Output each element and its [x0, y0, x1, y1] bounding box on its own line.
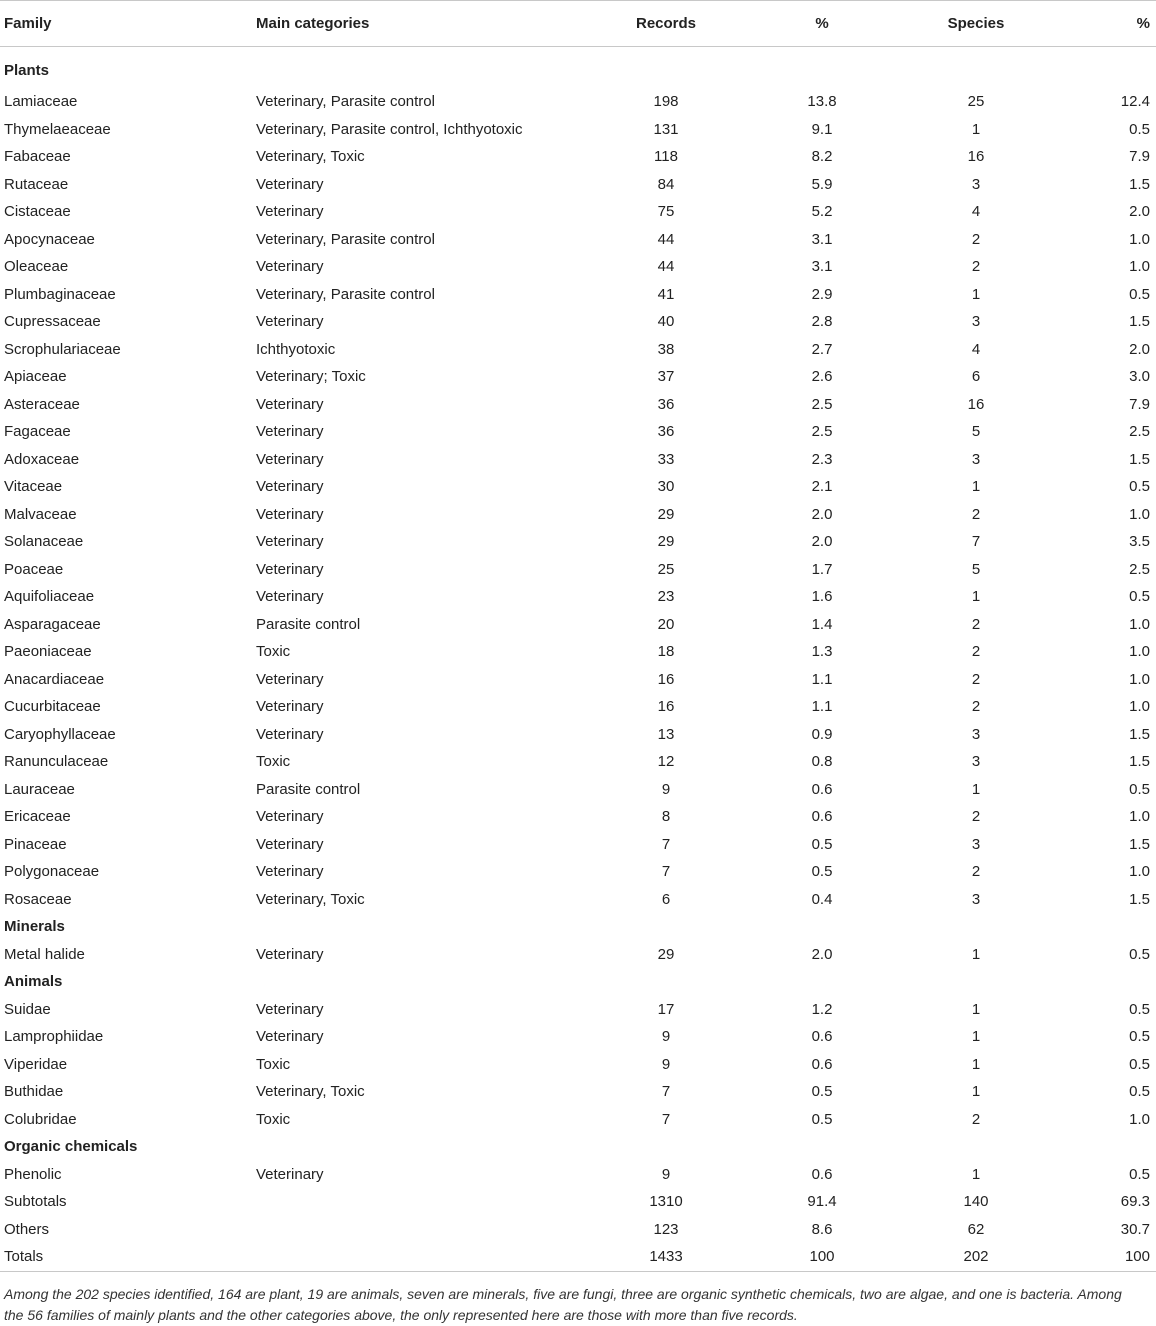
cell-family: Apocynaceae	[4, 230, 95, 248]
table-row	[0, 556, 1156, 584]
cell-main-categories: Veterinary	[256, 835, 324, 853]
cell-records-percent: 2.8	[811, 313, 833, 331]
cell-records: 9	[661, 1165, 671, 1183]
cell-records-percent: 1.7	[811, 560, 833, 578]
table-row	[0, 1243, 1156, 1271]
cell-family: Viperidae	[4, 1055, 68, 1073]
cell-family: Lamiaceae	[4, 93, 78, 111]
cell-species: 6	[971, 368, 981, 386]
cell-family: Cistaceae	[4, 203, 71, 221]
cell-species: 2	[971, 670, 981, 688]
cell-main-categories	[256, 1216, 546, 1244]
cell-records-percent: 91.4	[807, 1193, 837, 1211]
cell-family: Totals	[0, 1243, 256, 1271]
cell-main-categories: Veterinary, Parasite control	[256, 285, 435, 303]
cell-records-percent: 3.1	[811, 230, 833, 248]
cell-main-categories: Parasite control	[256, 780, 361, 798]
table-row	[0, 941, 1156, 969]
cell-records-percent: 2.3	[811, 450, 833, 468]
cell-family: Caryophyllaceae	[4, 725, 116, 743]
cell-species: 1	[971, 1083, 981, 1101]
cell-family: Paeoniaceae	[4, 643, 92, 661]
cell-records-percent: 1.1	[811, 670, 833, 688]
table-footnote: Among the 202 species identified, 164 are plant, 19 are animals, seven are minerals, five are fungi, three are organic synthetic chemicals, two are algae, and one is bacteria. Among the 56 families of mainly plants and the other categories above, the only represented here are those with more than five records.	[4, 1286, 1122, 1323]
cell-main-categories: Toxic	[256, 1110, 291, 1128]
cell-species: 1	[971, 945, 981, 963]
cell-family: Scrophulariaceae	[4, 340, 121, 358]
table-row	[0, 391, 1156, 419]
cell-species-percent: 1.0	[1129, 1110, 1150, 1128]
cell-species-percent: 30.7	[1120, 1220, 1150, 1238]
cell-main-categories: Veterinary, Toxic	[256, 148, 365, 166]
cell-main-categories: Veterinary	[256, 945, 324, 963]
cell-main-categories: Veterinary	[256, 505, 324, 523]
cell-species: 3	[971, 890, 981, 908]
cell-species-percent: 1.5	[1129, 450, 1150, 468]
cell-records-percent: 3.1	[811, 258, 833, 276]
cell-main-categories: Veterinary	[256, 395, 324, 413]
cell-species-percent: 1.0	[1129, 670, 1150, 688]
header-main-categories: Main categories	[256, 1, 546, 47]
cell-species: 1	[971, 1055, 981, 1073]
cell-species: 3	[971, 450, 981, 468]
cell-species-percent: 2.0	[1129, 340, 1150, 358]
header-records-percent: %	[786, 1, 858, 47]
cell-species-percent: 0.5	[1129, 1165, 1150, 1183]
table-row	[0, 1216, 1156, 1244]
cell-records: 16	[657, 698, 675, 716]
table-body	[0, 47, 1156, 1272]
cell-species: 2	[971, 258, 981, 276]
cell-records-percent: 0.5	[811, 863, 833, 881]
cell-family: Aquifoliaceae	[4, 588, 95, 606]
cell-species: 4	[971, 203, 981, 221]
cell-species: 3	[971, 313, 981, 331]
cell-main-categories: Veterinary	[256, 698, 324, 716]
table-row	[0, 473, 1156, 501]
cell-species: 2	[971, 505, 981, 523]
cell-main-categories: Veterinary	[256, 588, 324, 606]
cell-species-percent: 1.0	[1129, 505, 1150, 523]
cell-species: 3	[971, 835, 981, 853]
cell-species-percent: 0.5	[1129, 588, 1150, 606]
cell-species: 5	[971, 560, 981, 578]
cell-species: 1	[971, 285, 981, 303]
cell-records-percent: 0.6	[811, 1165, 833, 1183]
cell-records-percent: 0.6	[811, 1055, 833, 1073]
cell-records: 1310	[649, 1193, 683, 1211]
table-row	[0, 666, 1156, 694]
cell-main-categories: Veterinary	[256, 423, 324, 441]
cell-family: Subtotals	[4, 1193, 67, 1211]
cell-records: 38	[657, 340, 675, 358]
cell-family: Cupressaceae	[4, 313, 101, 331]
cell-family: Anacardiaceae	[4, 670, 105, 688]
cell-family: Polygonaceae	[4, 863, 100, 881]
table-row	[0, 253, 1156, 281]
cell-family: Adoxaceae	[4, 450, 80, 468]
header-species: Species	[858, 1, 1094, 47]
cell-family: Rosaceae	[4, 890, 72, 908]
cell-records: 75	[657, 203, 675, 221]
cell-records: 30	[657, 478, 675, 496]
cell-records: 7	[661, 863, 671, 881]
cell-records: 6	[661, 890, 671, 908]
table-row	[0, 143, 1156, 171]
cell-records: 13	[657, 725, 675, 743]
cell-species: 62	[967, 1220, 985, 1238]
cell-records: 9	[661, 1028, 671, 1046]
cell-family: Lamprophiidae	[4, 1028, 104, 1046]
cell-family: Buthidae	[4, 1083, 64, 1101]
cell-records: 8	[661, 808, 671, 826]
cell-species-percent: 0.5	[1129, 945, 1150, 963]
cell-main-categories: Toxic	[256, 753, 291, 771]
table-row	[0, 721, 1156, 749]
cell-records-percent: 0.5	[811, 1110, 833, 1128]
cell-family: Apiaceae	[4, 368, 67, 386]
table-row	[0, 886, 1156, 914]
cell-records: 40	[657, 313, 675, 331]
table-row	[0, 501, 1156, 529]
cell-species: 1	[971, 1165, 981, 1183]
cell-main-categories: Ichthyotoxic	[256, 340, 336, 358]
cell-species: 1	[971, 120, 981, 138]
cell-records-percent: 0.8	[811, 753, 833, 771]
cell-records-percent: 1.1	[811, 698, 833, 716]
cell-records: 29	[657, 945, 675, 963]
table-row	[0, 88, 1156, 116]
cell-main-categories: Veterinary	[256, 450, 324, 468]
cell-species: 202	[858, 1243, 1094, 1271]
table-row	[0, 583, 1156, 611]
header-species-percent: %	[1094, 1, 1156, 47]
cell-main-categories: Veterinary	[256, 725, 324, 743]
cell-family: Colubridae	[4, 1110, 77, 1128]
cell-records: 18	[657, 643, 675, 661]
cell-records-percent: 0.6	[811, 780, 833, 798]
table-row	[0, 171, 1156, 199]
cell-species: 2	[971, 808, 981, 826]
cell-records: 29	[657, 533, 675, 551]
section-heading: Organic chemicals	[4, 1138, 138, 1156]
cell-family: Cucurbitaceae	[4, 698, 101, 716]
cell-species: 25	[967, 93, 985, 111]
cell-species-percent: 7.9	[1129, 148, 1150, 166]
table-row	[0, 1023, 1156, 1051]
cell-records: 36	[657, 395, 675, 413]
cell-family: Vitaceae	[4, 478, 63, 496]
section-heading: Animals	[4, 973, 63, 991]
cell-species-percent: 1.0	[1129, 230, 1150, 248]
cell-species-percent: 1.5	[1129, 753, 1150, 771]
cell-species: 2	[971, 863, 981, 881]
cell-family: Fagaceae	[4, 423, 71, 441]
cell-species-percent: 1.0	[1129, 863, 1150, 881]
cell-family: Asteraceae	[4, 395, 80, 413]
table-row	[0, 363, 1156, 391]
cell-main-categories: Veterinary	[256, 808, 324, 826]
cell-species: 7	[971, 533, 981, 551]
cell-records-percent: 2.0	[811, 945, 833, 963]
table-row	[0, 198, 1156, 226]
cell-main-categories: Veterinary, Toxic	[256, 890, 365, 908]
cell-family: Oleaceae	[4, 258, 69, 276]
cell-records-percent: 9.1	[811, 120, 833, 138]
cell-records-percent: 5.9	[811, 175, 833, 193]
table-row	[0, 776, 1156, 804]
cell-species: 1	[971, 780, 981, 798]
header-records: Records	[546, 1, 786, 47]
cell-family: Rutaceae	[4, 175, 69, 193]
cell-records: 7	[661, 1083, 671, 1101]
cell-main-categories: Veterinary	[256, 258, 324, 276]
cell-main-categories: Veterinary, Toxic	[256, 1083, 365, 1101]
cell-records: 123	[653, 1220, 679, 1238]
cell-records-percent: 2.7	[811, 340, 833, 358]
table-row	[0, 638, 1156, 666]
cell-records: 1433	[546, 1243, 786, 1271]
cell-family: Metal halide	[4, 945, 85, 963]
cell-records: 198	[653, 93, 679, 111]
cell-records: 7	[661, 1110, 671, 1128]
table-row	[0, 803, 1156, 831]
cell-species: 16	[967, 395, 985, 413]
cell-records: 118	[654, 148, 678, 166]
cell-main-categories: Veterinary	[256, 533, 324, 551]
cell-records-percent: 1.3	[811, 643, 833, 661]
cell-records: 131	[653, 120, 679, 138]
cell-species-percent: 0.5	[1129, 478, 1150, 496]
cell-main-categories	[256, 1188, 546, 1216]
cell-records-percent: 2.0	[811, 533, 833, 551]
cell-species: 1	[971, 588, 981, 606]
cell-species: 2	[971, 230, 981, 248]
cell-family: Solanaceae	[4, 533, 84, 551]
cell-species: 140	[963, 1193, 989, 1211]
cell-records: 25	[657, 560, 675, 578]
cell-main-categories: Toxic	[256, 643, 291, 661]
table-row	[0, 831, 1156, 859]
table-row	[0, 1188, 1156, 1216]
cell-species: 2	[971, 1110, 981, 1128]
cell-species-percent: 1.5	[1129, 175, 1150, 193]
cell-species-percent: 1.0	[1129, 643, 1150, 661]
cell-main-categories: Veterinary	[256, 175, 324, 193]
cell-family: Poaceae	[4, 560, 64, 578]
cell-family: Malvaceae	[4, 505, 77, 523]
table-row	[0, 748, 1156, 776]
cell-species-percent: 0.5	[1129, 1055, 1150, 1073]
header-family: Family	[0, 1, 256, 47]
cell-records: 17	[657, 1000, 675, 1018]
cell-species: 16	[967, 148, 985, 166]
cell-species-percent: 1.0	[1129, 698, 1150, 716]
cell-species: 3	[971, 725, 981, 743]
cell-records-percent: 2.5	[811, 423, 833, 441]
table-row	[0, 418, 1156, 446]
section-heading: Plants	[4, 62, 50, 79]
cell-records-percent: 0.4	[811, 890, 833, 908]
cell-species-percent: 3.0	[1129, 368, 1150, 386]
section-row-animals	[0, 968, 1156, 996]
cell-records-percent: 0.9	[811, 725, 833, 743]
section-heading: Minerals	[4, 918, 65, 936]
cell-family: Pinaceae	[4, 835, 67, 853]
table-row	[0, 611, 1156, 639]
cell-species-percent: 1.5	[1129, 835, 1150, 853]
cell-main-categories: Veterinary	[256, 670, 324, 688]
cell-records: 84	[657, 175, 675, 193]
cell-records: 20	[657, 615, 675, 633]
cell-family: Lauraceae	[4, 780, 75, 798]
cell-records-percent: 2.5	[811, 395, 833, 413]
cell-species-percent: 1.0	[1129, 808, 1150, 826]
cell-records-percent: 100	[786, 1243, 858, 1271]
cell-species-percent: 1.0	[1129, 615, 1150, 633]
cell-main-categories: Veterinary	[256, 863, 324, 881]
cell-main-categories: Veterinary	[256, 560, 324, 578]
cell-records-percent: 8.6	[811, 1220, 833, 1238]
cell-species-percent: 0.5	[1129, 120, 1150, 138]
cell-records-percent: 2.0	[811, 505, 833, 523]
cell-species-percent: 12.4	[1120, 93, 1150, 111]
cell-records: 37	[657, 368, 675, 386]
cell-species-percent: 2.5	[1129, 423, 1150, 441]
table-row	[0, 1106, 1156, 1134]
cell-species-percent: 0.5	[1129, 1083, 1150, 1101]
cell-main-categories: Veterinary	[256, 1028, 324, 1046]
cell-records: 23	[657, 588, 675, 606]
cell-species-percent: 69.3	[1120, 1193, 1150, 1211]
cell-main-categories: Veterinary	[256, 1000, 324, 1018]
cell-species-percent: 2.0	[1129, 203, 1150, 221]
table-row	[0, 528, 1156, 556]
table-row	[0, 116, 1156, 144]
cell-species: 3	[971, 175, 981, 193]
table-row	[0, 858, 1156, 886]
cell-species-percent: 2.5	[1129, 560, 1150, 578]
header-row	[0, 1, 1156, 47]
cell-species-percent: 0.5	[1129, 1000, 1150, 1018]
cell-species: 2	[971, 615, 981, 633]
cell-species-percent: 100	[1094, 1243, 1156, 1271]
table-row	[0, 693, 1156, 721]
cell-records: 9	[661, 1055, 671, 1073]
cell-main-categories: Toxic	[256, 1055, 291, 1073]
cell-species: 1	[971, 478, 981, 496]
cell-records-percent: 5.2	[811, 203, 833, 221]
cell-records: 29	[657, 505, 675, 523]
cell-records: 44	[657, 230, 675, 248]
cell-species-percent: 0.5	[1129, 1028, 1150, 1046]
cell-main-categories: Veterinary	[256, 203, 324, 221]
cell-species: 3	[971, 753, 981, 771]
table-row	[0, 996, 1156, 1024]
cell-records-percent: 0.6	[811, 1028, 833, 1046]
cell-family: Fabaceae	[4, 148, 71, 166]
cell-records: 9	[661, 780, 671, 798]
cell-main-categories: Veterinary	[256, 313, 324, 331]
cell-species-percent: 1.0	[1129, 258, 1150, 276]
cell-main-categories: Parasite control	[256, 615, 361, 633]
cell-family: Plumbaginaceae	[4, 285, 116, 303]
cell-records-percent: 0.6	[811, 808, 833, 826]
section-row-minerals	[0, 913, 1156, 941]
cell-species-percent: 3.5	[1129, 533, 1150, 551]
cell-records-percent: 0.5	[811, 1083, 833, 1101]
cell-records-percent: 8.2	[811, 148, 833, 166]
cell-species: 5	[971, 423, 981, 441]
cell-records: 33	[657, 450, 675, 468]
section-row-organic	[0, 1133, 1156, 1161]
section-row-plants	[0, 47, 1156, 89]
cell-records-percent: 2.6	[811, 368, 833, 386]
table-row	[0, 446, 1156, 474]
cell-family: Others	[4, 1220, 50, 1238]
cell-records-percent: 1.6	[811, 588, 833, 606]
cell-records: 41	[657, 285, 675, 303]
cell-species: 2	[971, 643, 981, 661]
cell-main-categories: Veterinary, Parasite control, Ichthyotoxic	[256, 120, 523, 138]
table-row	[0, 1078, 1156, 1106]
cell-records-percent: 0.5	[811, 835, 833, 853]
cell-family: Ranunculaceae	[4, 753, 109, 771]
cell-records: 16	[657, 670, 675, 688]
cell-records-percent: 2.1	[811, 478, 833, 496]
cell-species-percent: 7.9	[1129, 395, 1150, 413]
cell-species-percent: 0.5	[1129, 780, 1150, 798]
cell-species: 1	[971, 1028, 981, 1046]
cell-main-categories: Veterinary, Parasite control	[256, 93, 435, 111]
cell-species: 1	[971, 1000, 981, 1018]
cell-species: 2	[971, 698, 981, 716]
cell-species-percent: 1.5	[1129, 890, 1150, 908]
cell-records-percent: 13.8	[807, 93, 837, 111]
cell-records-percent: 2.9	[811, 285, 833, 303]
cell-records: 7	[661, 835, 671, 853]
cell-main-categories: Veterinary	[256, 478, 324, 496]
cell-family: Asparagaceae	[4, 615, 101, 633]
table-row	[0, 1161, 1156, 1189]
cell-family: Phenolic	[4, 1165, 62, 1183]
cell-species-percent: 1.5	[1129, 725, 1150, 743]
table-row	[0, 336, 1156, 364]
cell-main-categories: Veterinary; Toxic	[256, 368, 366, 386]
cell-species: 4	[971, 340, 981, 358]
cell-main-categories	[256, 1243, 546, 1271]
cell-main-categories: Veterinary, Parasite control	[256, 230, 435, 248]
cell-records: 44	[657, 258, 675, 276]
cell-records: 36	[657, 423, 675, 441]
table-row	[0, 1051, 1156, 1079]
cell-species-percent: 0.5	[1129, 285, 1150, 303]
cell-family: Suidae	[4, 1000, 51, 1018]
table-row	[0, 308, 1156, 336]
table-row	[0, 226, 1156, 254]
cell-main-categories: Veterinary	[256, 1165, 324, 1183]
cell-records: 12	[657, 753, 675, 771]
cell-records-percent: 1.2	[811, 1000, 833, 1018]
table-row	[0, 281, 1156, 309]
cell-species-percent: 1.5	[1129, 313, 1150, 331]
cell-family: Thymelaeaceae	[4, 120, 111, 138]
cell-records-percent: 1.4	[811, 615, 833, 633]
cell-family: Ericaceae	[4, 808, 71, 826]
